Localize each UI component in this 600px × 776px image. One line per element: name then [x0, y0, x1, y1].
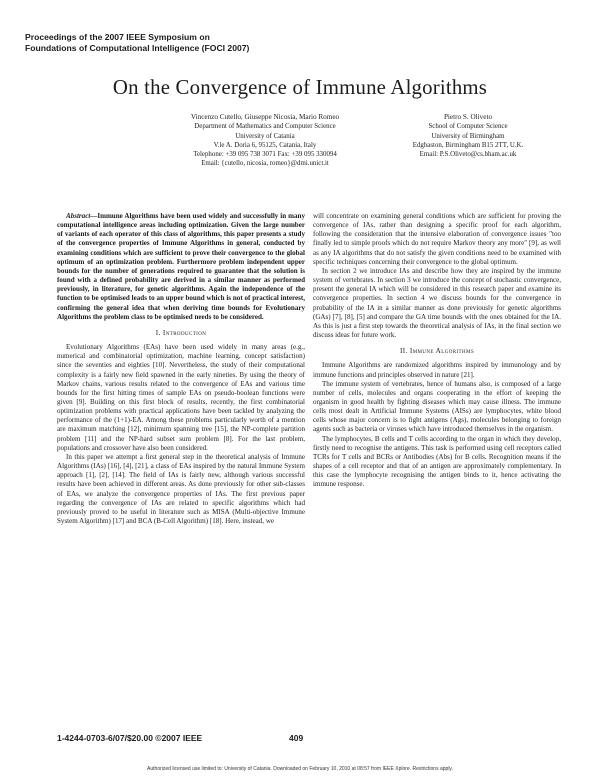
author-dept: Department of Mathematics and Computer Science [194, 123, 336, 131]
proceedings-line-1: Proceedings of the 2007 IEEE Symposium on [25, 32, 210, 42]
author-dept: School of Computer Science [428, 123, 508, 131]
abstract [57, 212, 305, 322]
abstract-label: Abstract [66, 212, 91, 220]
author-university: University of Catania [235, 132, 295, 140]
ia-paragraph-3: The lymphocytes, B cells and T cells according to the organ in which they develop, firstly need to recognise the antigens. This task is performed using cell receptors called TCRs for T cells and BCRs or Antibodies (Abs) for B cells. Recognition means if the shapes of a cell receptor and that of an antigen are approximately complementary. In this case the lymphocyte recognising the antigen binds to it, hence activating the immune response. [313, 434, 561, 489]
author-email: Email: P.S.Oliveto@cs.bham.ac.uk [419, 151, 517, 159]
intro-paragraph-2: In this paper we attempt a first general step in the theoretical analysis of Immune Algorithms (IAs) [16], [4], [21], a class of EAs inspired by the natural Immune System approach [1], [2], [14]. The field of IAs is fairly new, although various successful results have been achieved in different areas. As done previously for other sub-classes of EAs, we analyze the convergence properties of IAs. The first previous paper regarding the convergence of IAs are related to specific algorithms which had previously proved to be useful in literature such as MISA (Multi-objective Immune System Algorithm) [17] and BCA (B-Cell Algorithm) [18]. Here, instead, we [57, 452, 305, 525]
intro-paragraph-1: Evolutionary Algorithms (EAs) have been used widely in many areas (e.g., numerical and combinatorial optimization, machine learning, concept satisfaction) since the seventies and eighties [10]. Nevertheless, the study of their computational complexity is a fairly new field spawned in the early nineties. By using the theory of Markov chains, various results related to the convergence of EAs and various time bounds for the first hitting times of sample EAs on pseudo-boolean functions were given [9]. Building on this first block of results, recently, the first combinatorial optimization problems with practical applications have been tackled by analyzing the performance of the (1+1)-EA. Among these problems particularly worth of a mention are maximum matching [12], minimum spanning tree [15], the NP-complete partition problem [11] and the NP-hard subset sum problem [8]. For the last problem, populations and crossover have also been considered. [57, 343, 305, 452]
author-block-birmingham [382, 113, 554, 159]
ia-paragraph-2: The immune system of vertebrates, hence of humans also, is composed of a large number of cells, molecules and organs cooperating in the effort of keeping the organism in good health by fighting diseases which may cause illness. The immune cells most dealt in Artificial Immune Systems (AISs) are lymphocytes, white blood cells whose major concern is to fight antigens (Ags), molecules belonging to foreign agents such as bacteria or viruses which have introduced themselves in the organism. [313, 379, 561, 434]
ia-paragraph-1: Immune Algorithms are randomized algorithms inspired by immunology and by immune functions and principles observed in nature [21]. [313, 361, 561, 379]
proceedings-header [25, 32, 325, 53]
author-phone: Telephone: +39 095 738 3071 Fax: +39 095 330094 [193, 151, 337, 159]
page-number: 409 [289, 733, 304, 743]
author-names: Vincenzo Cutello, Giuseppe Nicosia, Mario Romeo [190, 113, 340, 121]
intro-paragraph-3: will concentrate on examining general conditions which are sufficient for proving the convergence of IAs, rather than designing a specific proof for each algorithm, following the consideration that the intensive elaboration of convergence issues "too finally led to simple proofs which do not require Markov theory any more" [9], as well as any IA algorithms that do not satisfy the given conditions need to be examined with specific techniques concerning their convergence to the global optimum. [313, 212, 561, 266]
author-block-catania [150, 113, 380, 169]
author-university: University of Birmingham [431, 132, 505, 140]
license-notice: Authorized licensed use limited to: University of Catania. Downloaded on February 10, 2010 at 08:57 from IEEE Xplore. Restrictions apply. [147, 766, 453, 772]
author-email: Email: {cutello, nicosia, romeo}@dmi.unict.it [201, 160, 329, 168]
left-column [57, 212, 305, 526]
author-address: V.le A. Doria 6, 95125, Catania, Italy [213, 141, 317, 149]
proceedings-line-2: Foundations of Computational Intelligence (FOCI 2007) [25, 42, 250, 53]
section-heading-introduction: I. Introduction [155, 328, 207, 337]
right-column [313, 212, 561, 490]
isbn-copyright: 1-4244-0703-6/07/$20.00 ©2007 IEEE [57, 733, 203, 743]
author-address: Edgbaston, Birmingham B15 2TT, U.K. [412, 141, 524, 149]
intro-paragraph-4: In section 2 we introduce IAs and describe how they are inspired by the immune system of vertebrates. In section 3 we introduce the concept of stochastic convergence, present the general IA which will be considered in this research paper and examine its convergence properties. In section 4 we discuss bounds for the convergence in probability of the IA in a similar manner as done previously for genetic algorithms (GAs) [7], [8], [5] and compare the GA time bounds with the ones obtained for the IA. As this is just a first step towards the theoretical analysis of IAs, in the final section we discuss ideas for future work. [313, 266, 561, 340]
section-heading-immune-algorithms: II. Immune Algorithms [399, 347, 475, 356]
abstract-text: —Immune Algorithms have been used widely and successfully in many computational intelligence areas including optimization. Given the large number of variants of each operator of this class of algorithms, this paper presents a study of the convergence properties of Immune Algorithms in general, conducted by examining conditions which are sufficient to prove their convergence to the global optimum of an optimization problem. Furthermore problem independent upper bounds for the number of generations required to guarantee that the solution is found with a defined probability are derived in a similar manner as performed previously, in literature, for genetic algorithms. Again the independence of the function to be optimised leads to an upper bound which is not of practical interest, confirming the general idea that when deriving time bounds for Evolutionary Algorithms the problem class to be optimised needs to be considered. [57, 212, 305, 321]
paper-title: On the Convergence of Immune Algorithms [112, 76, 488, 99]
author-names: Pietro S. Oliveto [443, 113, 493, 121]
